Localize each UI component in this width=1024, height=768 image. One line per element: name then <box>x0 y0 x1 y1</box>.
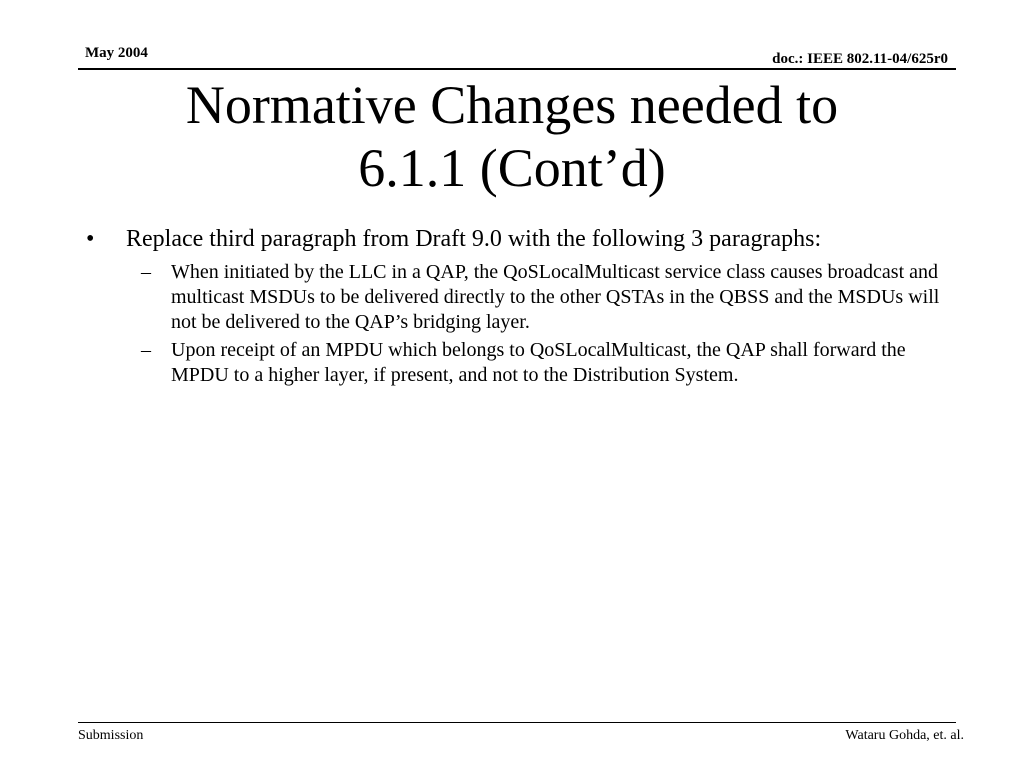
slide-body <box>86 226 946 391</box>
sub-bullet-marker: – <box>141 261 151 283</box>
footer-authors: Wataru Gohda, et. al. <box>845 728 964 743</box>
slide-title-line-2: 6.1.1 (Cont’d) <box>358 138 666 198</box>
bullet-item <box>86 226 946 253</box>
header-date: May 2004 <box>85 45 148 61</box>
sub-bullet-list <box>86 260 946 388</box>
footer-submission: Submission <box>78 728 144 743</box>
header-doc-id: doc.: IEEE 802.11-04/625r0 <box>772 51 948 67</box>
sub-bullet-item <box>141 338 946 388</box>
slide-title-line-1: Normative Changes needed to <box>185 75 839 135</box>
footer-divider <box>78 722 956 723</box>
sub-bullet-item <box>141 260 946 335</box>
bullet-text: Replace third paragraph from Draft 9.0 with the following 3 paragraphs: <box>126 226 822 252</box>
bullet-marker: • <box>86 226 95 252</box>
header-divider <box>78 68 956 70</box>
sub-bullet-text: Upon receipt of an MPDU which belongs to QoSLocalMulticast, the QAP shall forward the MPDU to a higher layer, if present, and not to the Distribution System. <box>171 339 906 386</box>
slide-title <box>80 74 944 200</box>
sub-bullet-text: When initiated by the LLC in a QAP, the QoSLocalMulticast service class causes broadcast and multicast MSDUs to be delivered directly to the other QSTAs in the QBSS and the MSDUs will not be delivered to the QAP’s bridging layer. <box>171 261 940 333</box>
sub-bullet-marker: – <box>141 339 151 361</box>
